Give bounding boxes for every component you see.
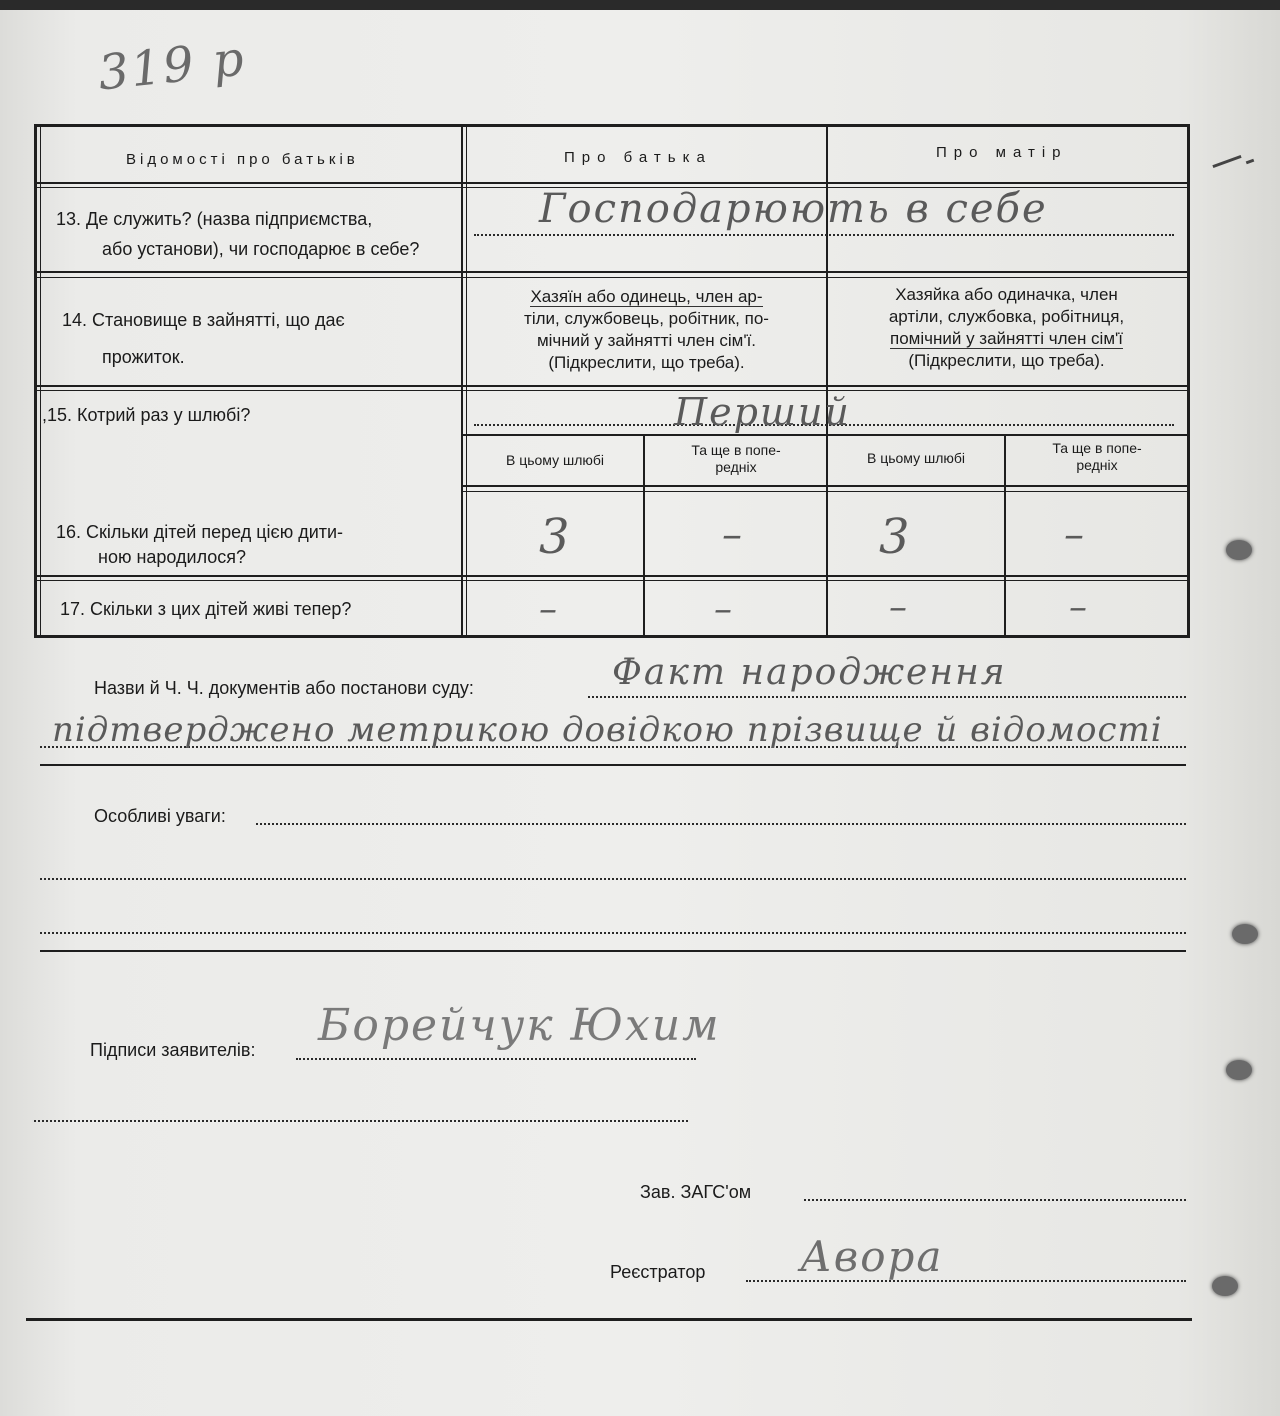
- question-16-line2: ною народилося?: [98, 547, 247, 567]
- bottom-rule: [26, 1318, 1192, 1321]
- binding-hole: [1226, 1060, 1252, 1080]
- sub-father-this-marriage: В цьому шлюбі: [505, 452, 605, 468]
- mother-occupation-options: [834, 284, 1179, 372]
- sub-father-prev-marriages: [646, 442, 826, 476]
- sub-mother-this-marriage: В цьому шлюбі: [866, 450, 966, 466]
- father-opt-line4: (Підкреслити, що треба).: [548, 353, 745, 372]
- sub-father-prev-line2: редніх: [715, 459, 757, 475]
- father-occupation-options: [474, 286, 819, 374]
- header-parents: Відомості про батьків: [126, 151, 359, 168]
- question-13-line2: або установи), чи господарює в себе?: [102, 239, 420, 259]
- answer-16-mother-this: 3: [879, 509, 912, 565]
- binding-hole: [1226, 540, 1252, 560]
- header-mother: Про матір: [936, 144, 1068, 161]
- sub-mother-prev-marriages: [1007, 440, 1187, 474]
- question-14-line2: прожиток.: [102, 347, 185, 367]
- margin-note: 319 р: [95, 30, 249, 102]
- mother-opt-line4: (Підкреслити, що треба).: [908, 351, 1105, 370]
- notes-label: Особливі уваги:: [94, 806, 226, 826]
- sub-mother-prev-line2: редніх: [1076, 457, 1118, 473]
- question-16-line1: 16. Скільки дітей перед цією дити-: [56, 522, 344, 542]
- registrar-signature: Авора: [800, 1232, 944, 1281]
- father-opt-line2: тіли, службовець, робітник, по-: [524, 309, 769, 328]
- mother-opt-line1: Хазяйка або одиначка, член: [895, 285, 1118, 304]
- documents-label: Назви й Ч. Ч. документів або постанови суду:: [94, 678, 474, 698]
- registrar-label: Реєстратор: [610, 1262, 706, 1282]
- answer-16-mother-prev: –: [1064, 512, 1086, 558]
- answer-13: Господарюють в себе: [539, 186, 1048, 232]
- father-opt-line1: Хазяїн або одинець, член ар-: [530, 287, 763, 306]
- parents-table: [34, 124, 1190, 638]
- applicant-signature: Борейчук Юхим: [318, 1000, 721, 1051]
- zags-label: Зав. ЗАГС'ом: [640, 1182, 752, 1202]
- documents-handwriting-2: підтверджено метрикою довідкою прізвище й відомості: [52, 710, 1163, 750]
- answer-15: Перший: [674, 390, 851, 434]
- question-17: 17. Скільки з цих дітей живі тепер?: [60, 599, 352, 619]
- documents-handwriting-1: Факт народження: [612, 652, 1007, 693]
- question-13-line1: 13. Де служить? (назва підприємства,: [56, 209, 373, 229]
- answer-16-father-prev: –: [722, 512, 744, 558]
- father-opt-line3: мічний у зайнятті член сім'ї.: [536, 331, 757, 350]
- paper-mark: [1212, 155, 1241, 168]
- answer-16-father-this: 3: [539, 509, 572, 565]
- question-14-line1: 14. Становище в зайнятті, що дає: [62, 310, 345, 330]
- signatures-label: Підписи заявителів:: [90, 1040, 256, 1060]
- mother-opt-line3: помічний у зайнятті член сім'ї: [890, 329, 1123, 348]
- binding-hole: [1212, 1276, 1238, 1296]
- sub-father-prev-line1: Та ще в попе-: [691, 442, 781, 458]
- paper-mark: [1246, 159, 1255, 165]
- mother-opt-line2: артіли, службовка, робітниця,: [888, 307, 1125, 326]
- header-father: Про батька: [564, 149, 712, 166]
- question-15: ,15. Котрий раз у шлюбі?: [42, 405, 251, 425]
- answer-17-mother-this: –: [889, 587, 909, 628]
- answer-17-mother-prev: –: [1069, 587, 1089, 628]
- binding-hole: [1232, 924, 1258, 944]
- answer-17-father-this: –: [539, 589, 559, 630]
- page-top-edge: [0, 0, 1280, 10]
- sub-mother-prev-line1: Та ще в попе-: [1052, 440, 1142, 456]
- answer-17-father-prev: –: [714, 589, 734, 630]
